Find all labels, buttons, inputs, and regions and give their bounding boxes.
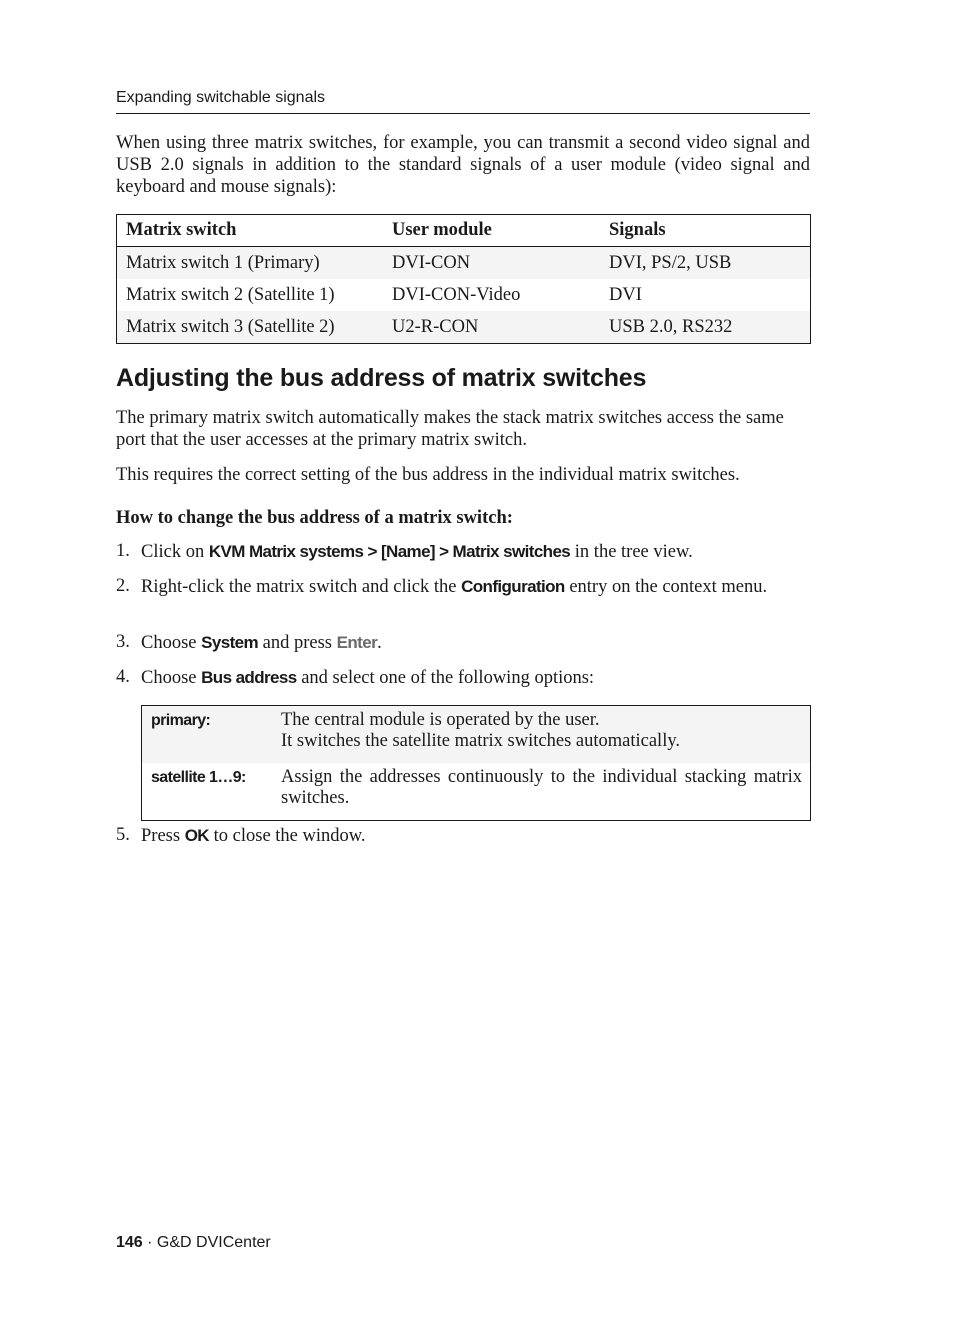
- page-footer: [116, 1234, 271, 1252]
- option-key-primary: primary:: [142, 706, 282, 764]
- option-description: Assign the addresses continuously to the individual stacking matrix switches.: [281, 767, 802, 808]
- key-enter: Enter: [336, 633, 378, 652]
- step-5: [141, 825, 810, 847]
- table-cell: DVI-CON-Video: [392, 284, 521, 305]
- table-cell: USB 2.0, RS232: [600, 311, 811, 344]
- menu-path: KVM Matrix systems > [Name] > Matrix switches: [208, 542, 571, 561]
- field-bus-address: Bus address: [201, 668, 297, 687]
- howto-heading: How to change the bus address of a matrix switch:: [116, 508, 513, 528]
- step-text: Click on: [141, 542, 209, 562]
- section-paragraph-2: This requires the correct setting of the bus address in the individual matrix switches.: [116, 465, 740, 485]
- footer-separator: ·: [142, 1234, 157, 1251]
- step-number: 4.: [116, 667, 130, 687]
- table-row: [117, 311, 811, 344]
- table-cell: DVI-CON: [383, 247, 600, 280]
- step-text: in the tree view.: [570, 542, 693, 562]
- step-text: entry on the context menu.: [564, 577, 768, 597]
- menu-entry-system: System: [201, 633, 259, 652]
- table-row: [117, 279, 811, 311]
- table-cell: Matrix switch 1 (Primary): [117, 247, 384, 280]
- step-text: .: [377, 633, 382, 653]
- step-2: [141, 576, 810, 598]
- header-rule: [116, 113, 810, 114]
- table-cell: Matrix switch 2 (Satellite 1): [126, 284, 335, 305]
- step-1: [141, 541, 810, 563]
- button-ok: OK: [184, 826, 209, 845]
- option-description: [281, 706, 811, 764]
- step-number: 2.: [116, 576, 130, 596]
- step-3: [141, 632, 810, 654]
- intro-paragraph: When using three matrix switches, for example, you can transmit a second video signal and USB 2.0 signals in addition to the standard signals of a user module (video signal and keyboard and mouse signals):: [116, 133, 810, 197]
- option-key-satellite: satellite 1…9:: [151, 769, 246, 786]
- step-text: to close the window.: [209, 826, 366, 846]
- table-cell: Matrix switch 3 (Satellite 2): [117, 311, 384, 344]
- footer-product: G&D DVICenter: [156, 1234, 271, 1251]
- table-cell: DVI, PS/2, USB: [600, 247, 811, 280]
- page-number: 146: [116, 1234, 143, 1251]
- signals-table: [116, 214, 811, 344]
- section-paragraph-1: The primary matrix switch automatically makes the stack matrix switches access the same port that the user accesses at the primary matrix switch.: [116, 408, 784, 450]
- step-text: and press: [258, 633, 337, 653]
- option-description-line: It switches the satellite matrix switches automatically.: [281, 731, 681, 751]
- step-4: [141, 667, 810, 689]
- menu-entry-configuration: Configuration: [461, 577, 565, 596]
- step-text: Choose: [141, 633, 202, 653]
- header-matrix-switch: Matrix switch: [117, 215, 384, 247]
- step-number: 5.: [116, 825, 130, 845]
- option-description-line: The central module is operated by the user.: [281, 710, 600, 730]
- step-text: and select one of the following options:: [296, 668, 595, 688]
- step-text: Choose: [141, 668, 202, 688]
- signals-table-header-row: [117, 215, 811, 247]
- step-text: Right-click the matrix switch and click the: [141, 577, 462, 597]
- table-row: [142, 706, 811, 764]
- options-table: [141, 705, 811, 821]
- section-title: Adjusting the bus address of matrix switches: [116, 364, 647, 392]
- step-number: 3.: [116, 632, 130, 652]
- header-signals: Signals: [600, 215, 811, 247]
- running-header: Expanding switchable signals: [116, 89, 326, 106]
- table-row: [117, 247, 811, 280]
- table-cell: DVI: [609, 284, 642, 305]
- table-cell: U2-R-CON: [383, 311, 600, 344]
- header-user-module: User module: [383, 215, 600, 247]
- table-row: [142, 763, 811, 821]
- step-number: 1.: [116, 541, 130, 561]
- step-text: Press: [141, 826, 185, 846]
